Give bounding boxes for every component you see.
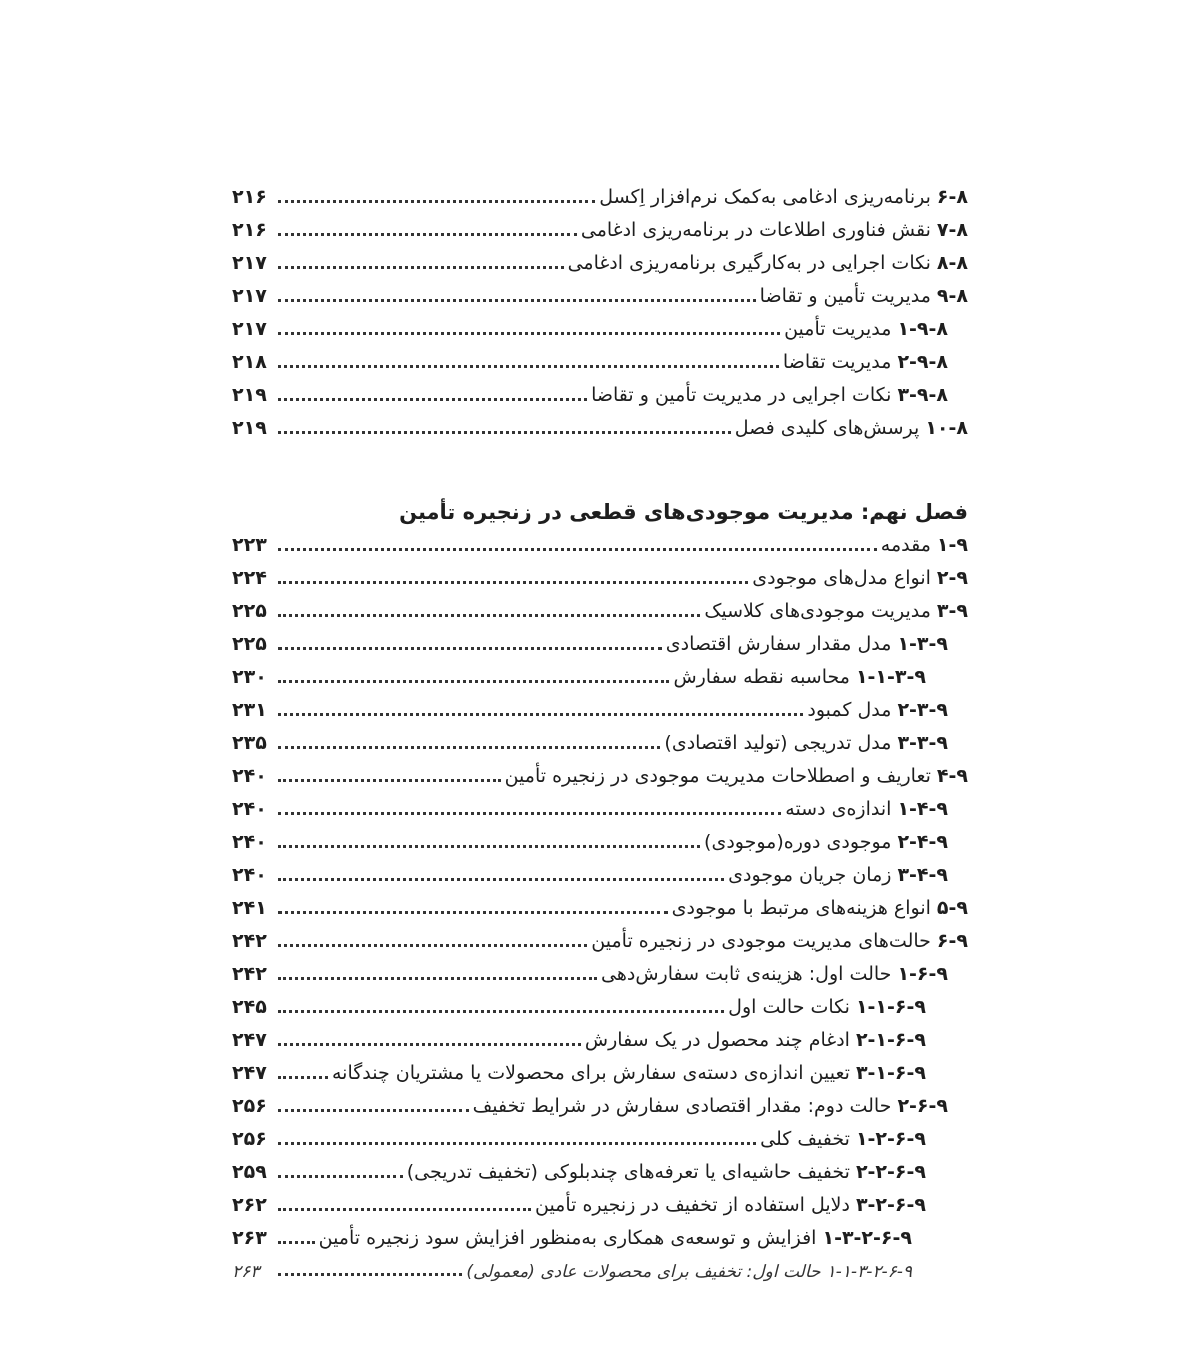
toc-entry-title: حالت اول: هزینه‌ی ثابت سفارش‌دهی [601,963,892,986]
toc-entry [232,374,968,407]
dot-leader [278,1109,469,1112]
toc-entry [232,887,968,920]
toc-entry-number: ۲-۶-۹ [897,1095,948,1118]
dot-leader [278,1175,403,1178]
toc-entry-number: ۸-۸ [936,252,968,275]
toc-entry-title: انواع مدل‌های موجودی [752,567,931,590]
toc-entry [232,1052,968,1085]
toc-entry-page-number: ۲۴۰ [232,798,267,821]
dot-leader [278,812,781,815]
toc-section-chapter-9 [232,524,968,1282]
toc-entry-page-number: ۲۱۷ [232,318,267,341]
toc-entry [232,854,968,887]
toc-entry-title: تخفیف حاشیه‌ای یا تعرفه‌های چندبلوکی (تخفیف تدریجی) [406,1161,850,1184]
toc-entry-title: مدل مقدار سفارش اقتصادی [665,633,892,656]
dot-leader [278,1208,531,1211]
toc-entry-page-number: ۲۵۶ [232,1095,267,1118]
dot-leader [278,713,803,716]
toc-entry-title: اندازه‌ی دسته [785,798,892,821]
toc-entry-page-number: ۲۴۷ [232,1062,267,1085]
dot-leader [278,944,587,947]
toc-entry-title: ادغام چند محصول در یک سفارش [584,1029,850,1052]
dot-leader [278,680,669,683]
toc-entry-title: برنامه‌ریزی ادغامی به‌کمک نرم‌افزار اِکسل [599,186,931,209]
toc-entry [232,176,968,209]
toc-entry-number: ۱-۲-۶-۹ [855,1128,926,1151]
toc-entry-title: تعیین اندازه‌ی دسته‌ی سفارش برای محصولات یا مشتریان چندگانه [331,1062,850,1085]
toc-entry [232,275,968,308]
toc-entry-title: تعاریف و اصطلاحات مدیریت موجودی در زنجیره تأمین [504,765,931,788]
toc-entry [232,953,968,986]
toc-entry-title: مقدمه [880,534,931,557]
toc-entry-page-number: ۲۴۲ [232,930,267,953]
dot-leader [278,431,731,434]
toc-entry-number: ۱-۹ [936,534,968,557]
dot-leader [278,647,662,650]
toc-entry-page-number: ۲۵۶ [232,1128,267,1151]
toc-entry-title: حالت‌های مدیریت موجودی در زنجیره تأمین [591,930,931,953]
dot-leader [278,1241,315,1244]
toc-entry-number: ۲-۹-۸ [897,351,948,374]
table-of-contents [232,176,968,1282]
toc-entry [232,209,968,242]
toc-entry [232,407,968,440]
toc-entry [232,689,968,722]
dot-leader [278,581,748,584]
toc-entry-number: ۱-۱-۳-۹ [855,666,926,689]
dot-leader [278,398,587,401]
toc-entry [232,656,968,689]
toc-entry-page-number: ۲۱۷ [232,285,267,308]
toc-entry-page-number: ۲۳۰ [232,666,267,689]
toc-entry [232,341,968,374]
toc-entry-number: ۱-۱-۶-۹ [855,996,926,1019]
toc-entry [232,1184,968,1217]
toc-entry-page-number: ۲۶۳ [232,1227,267,1250]
toc-entry-number: ۳-۲-۶-۹ [855,1194,926,1217]
toc-entry-title: انواع هزینه‌های مرتبط با موجودی [671,897,931,920]
toc-entry [232,590,968,623]
toc-entry [232,788,968,821]
toc-entry-number: ۷-۸ [936,219,968,242]
toc-entry-page-number: ۲۴۲ [232,963,267,986]
toc-entry-page-number: ۲۲۴ [232,567,267,590]
toc-entry-number: ۱-۱-۳-۲-۶-۹ [826,1261,912,1282]
toc-entry-title: دلایل استفاده از تخفیف در زنجیره تأمین [534,1194,850,1217]
toc-entry-number: ۵-۹ [936,897,968,920]
dot-leader [278,779,501,782]
toc-entry-number: ۳-۳-۹ [897,732,948,755]
toc-entry [232,722,968,755]
toc-entry [232,821,968,854]
toc-entry [232,1250,968,1282]
dot-leader [278,200,595,203]
toc-entry-number: ۱-۳-۹ [897,633,948,656]
toc-entry-number: ۶-۹ [936,930,968,953]
toc-entry-page-number: ۲۱۹ [232,384,267,407]
toc-entry-title: موجودی دوره(موجودی) [704,831,892,854]
toc-entry-title: مدیریت تأمین [784,318,892,341]
toc-entry-page-number: ۲۱۸ [232,351,267,374]
toc-entry-page-number: ۲۲۵ [232,633,267,656]
toc-entry-page-number: ۲۴۷ [232,1029,267,1052]
toc-entry-title: حالت دوم: مقدار اقتصادی سفارش در شرایط تخفیف [472,1095,892,1118]
toc-entry-title: افزایش و توسعه‌ی همکاری به‌منظور افزایش سود زنجیره تأمین [318,1227,817,1250]
toc-entry-number: ۹-۸ [936,285,968,308]
toc-entry-number: ۴-۹ [936,765,968,788]
toc-entry-page-number: ۲۶۳ [232,1261,260,1282]
toc-entry-number: ۳-۴-۹ [897,864,948,887]
toc-entry [232,986,968,1019]
toc-entry-page-number: ۲۱۶ [232,186,267,209]
toc-entry-title: حالت اول: تخفیف برای محصولات عادی (معمولی) [466,1261,821,1282]
toc-entry-title: نکات حالت اول [728,996,850,1019]
toc-entry-title: تخفیف کلی [760,1128,850,1151]
toc-entry-title: نکات اجرایی در مدیریت تأمین و تقاضا [591,384,892,407]
toc-entry-title: زمان جریان موجودی [728,864,892,887]
chapter-heading: فصل نهم: مدیریت موجودی‌های قطعی در زنجیره تأمین [399,500,968,524]
toc-entry-page-number: ۲۱۷ [232,252,267,275]
toc-entry-number: ۳-۹-۸ [897,384,948,407]
toc-entry-page-number: ۲۲۳ [232,534,267,557]
dot-leader [278,332,780,335]
toc-entry-page-number: ۲۵۹ [232,1161,267,1184]
toc-entry-page-number: ۲۱۶ [232,219,267,242]
toc-entry [232,1019,968,1052]
dot-leader [278,266,564,269]
toc-entry-title: مدیریت موجودی‌های کلاسیک [704,600,931,623]
toc-entry-title: مدیریت تأمین و تقاضا [759,285,931,308]
toc-entry-page-number: ۲۴۱ [232,897,267,920]
toc-entry-page-number: ۲۴۰ [232,765,267,788]
toc-entry-title: نکات اجرایی در به‌کارگیری برنامه‌ریزی ادغامی [567,252,931,275]
toc-entry [232,1217,968,1250]
toc-entry [232,242,968,275]
toc-entry-number: ۱-۴-۹ [897,798,948,821]
toc-entry [232,755,968,788]
toc-entry-page-number: ۲۲۵ [232,600,267,623]
dot-leader [278,299,756,302]
toc-entry [232,623,968,656]
toc-entry-page-number: ۲۴۰ [232,864,267,887]
toc-entry-title: مدیریت تقاضا [782,351,892,374]
toc-entry-title: مدل کمبود [807,699,892,722]
toc-entry-page-number: ۲۴۵ [232,996,267,1019]
dot-leader [278,1010,724,1013]
toc-entry-number: ۱-۳-۲-۶-۹ [822,1227,912,1250]
toc-entry-page-number: ۲۳۵ [232,732,267,755]
toc-entry [232,524,968,557]
toc-entry-number: ۶-۸ [936,186,968,209]
toc-entry [232,1085,968,1118]
dot-leader [278,1273,462,1276]
toc-entry [232,308,968,341]
toc-entry-number: ۲-۴-۹ [897,831,948,854]
toc-entry-page-number: ۲۳۱ [232,699,267,722]
toc-entry [232,557,968,590]
dot-leader [278,233,577,236]
toc-entry-title: پرسش‌های کلیدی فصل [734,417,920,440]
dot-leader [278,878,724,881]
toc-entry-number: ۲-۱-۶-۹ [855,1029,926,1052]
toc-entry-title: مدل تدریجی (تولید اقتصادی) [664,732,892,755]
toc-entry [232,1151,968,1184]
toc-entry-number: ۱۰-۸ [925,417,968,440]
toc-entry [232,920,968,953]
dot-leader [278,977,597,980]
dot-leader [278,614,700,617]
toc-entry-page-number: ۲۱۹ [232,417,267,440]
toc-entry-page-number: ۲۴۰ [232,831,267,854]
toc-entry-title: نقش فناوری اطلاعات در برنامه‌ریزی ادغامی [580,219,931,242]
toc-entry-number: ۳-۱-۶-۹ [855,1062,926,1085]
toc-entry-number: ۲-۳-۹ [897,699,948,722]
toc-entry-title: محاسبه نقطه سفارش [673,666,850,689]
dot-leader [278,365,779,368]
toc-entry-number: ۱-۹-۸ [897,318,948,341]
dot-leader [278,746,660,749]
dot-leader [278,548,877,551]
toc-entry-number: ۱-۶-۹ [897,963,948,986]
toc-entry [232,1118,968,1151]
toc-entry-number: ۲-۹ [936,567,968,590]
toc-section-chapter-8 [232,176,968,440]
toc-entry-number: ۳-۹ [936,600,968,623]
toc-entry-number: ۲-۲-۶-۹ [855,1161,926,1184]
dot-leader [278,1043,581,1046]
dot-leader [278,1076,328,1079]
toc-entry-page-number: ۲۶۲ [232,1194,267,1217]
dot-leader [278,845,700,848]
dot-leader [278,911,668,914]
dot-leader [278,1142,756,1145]
